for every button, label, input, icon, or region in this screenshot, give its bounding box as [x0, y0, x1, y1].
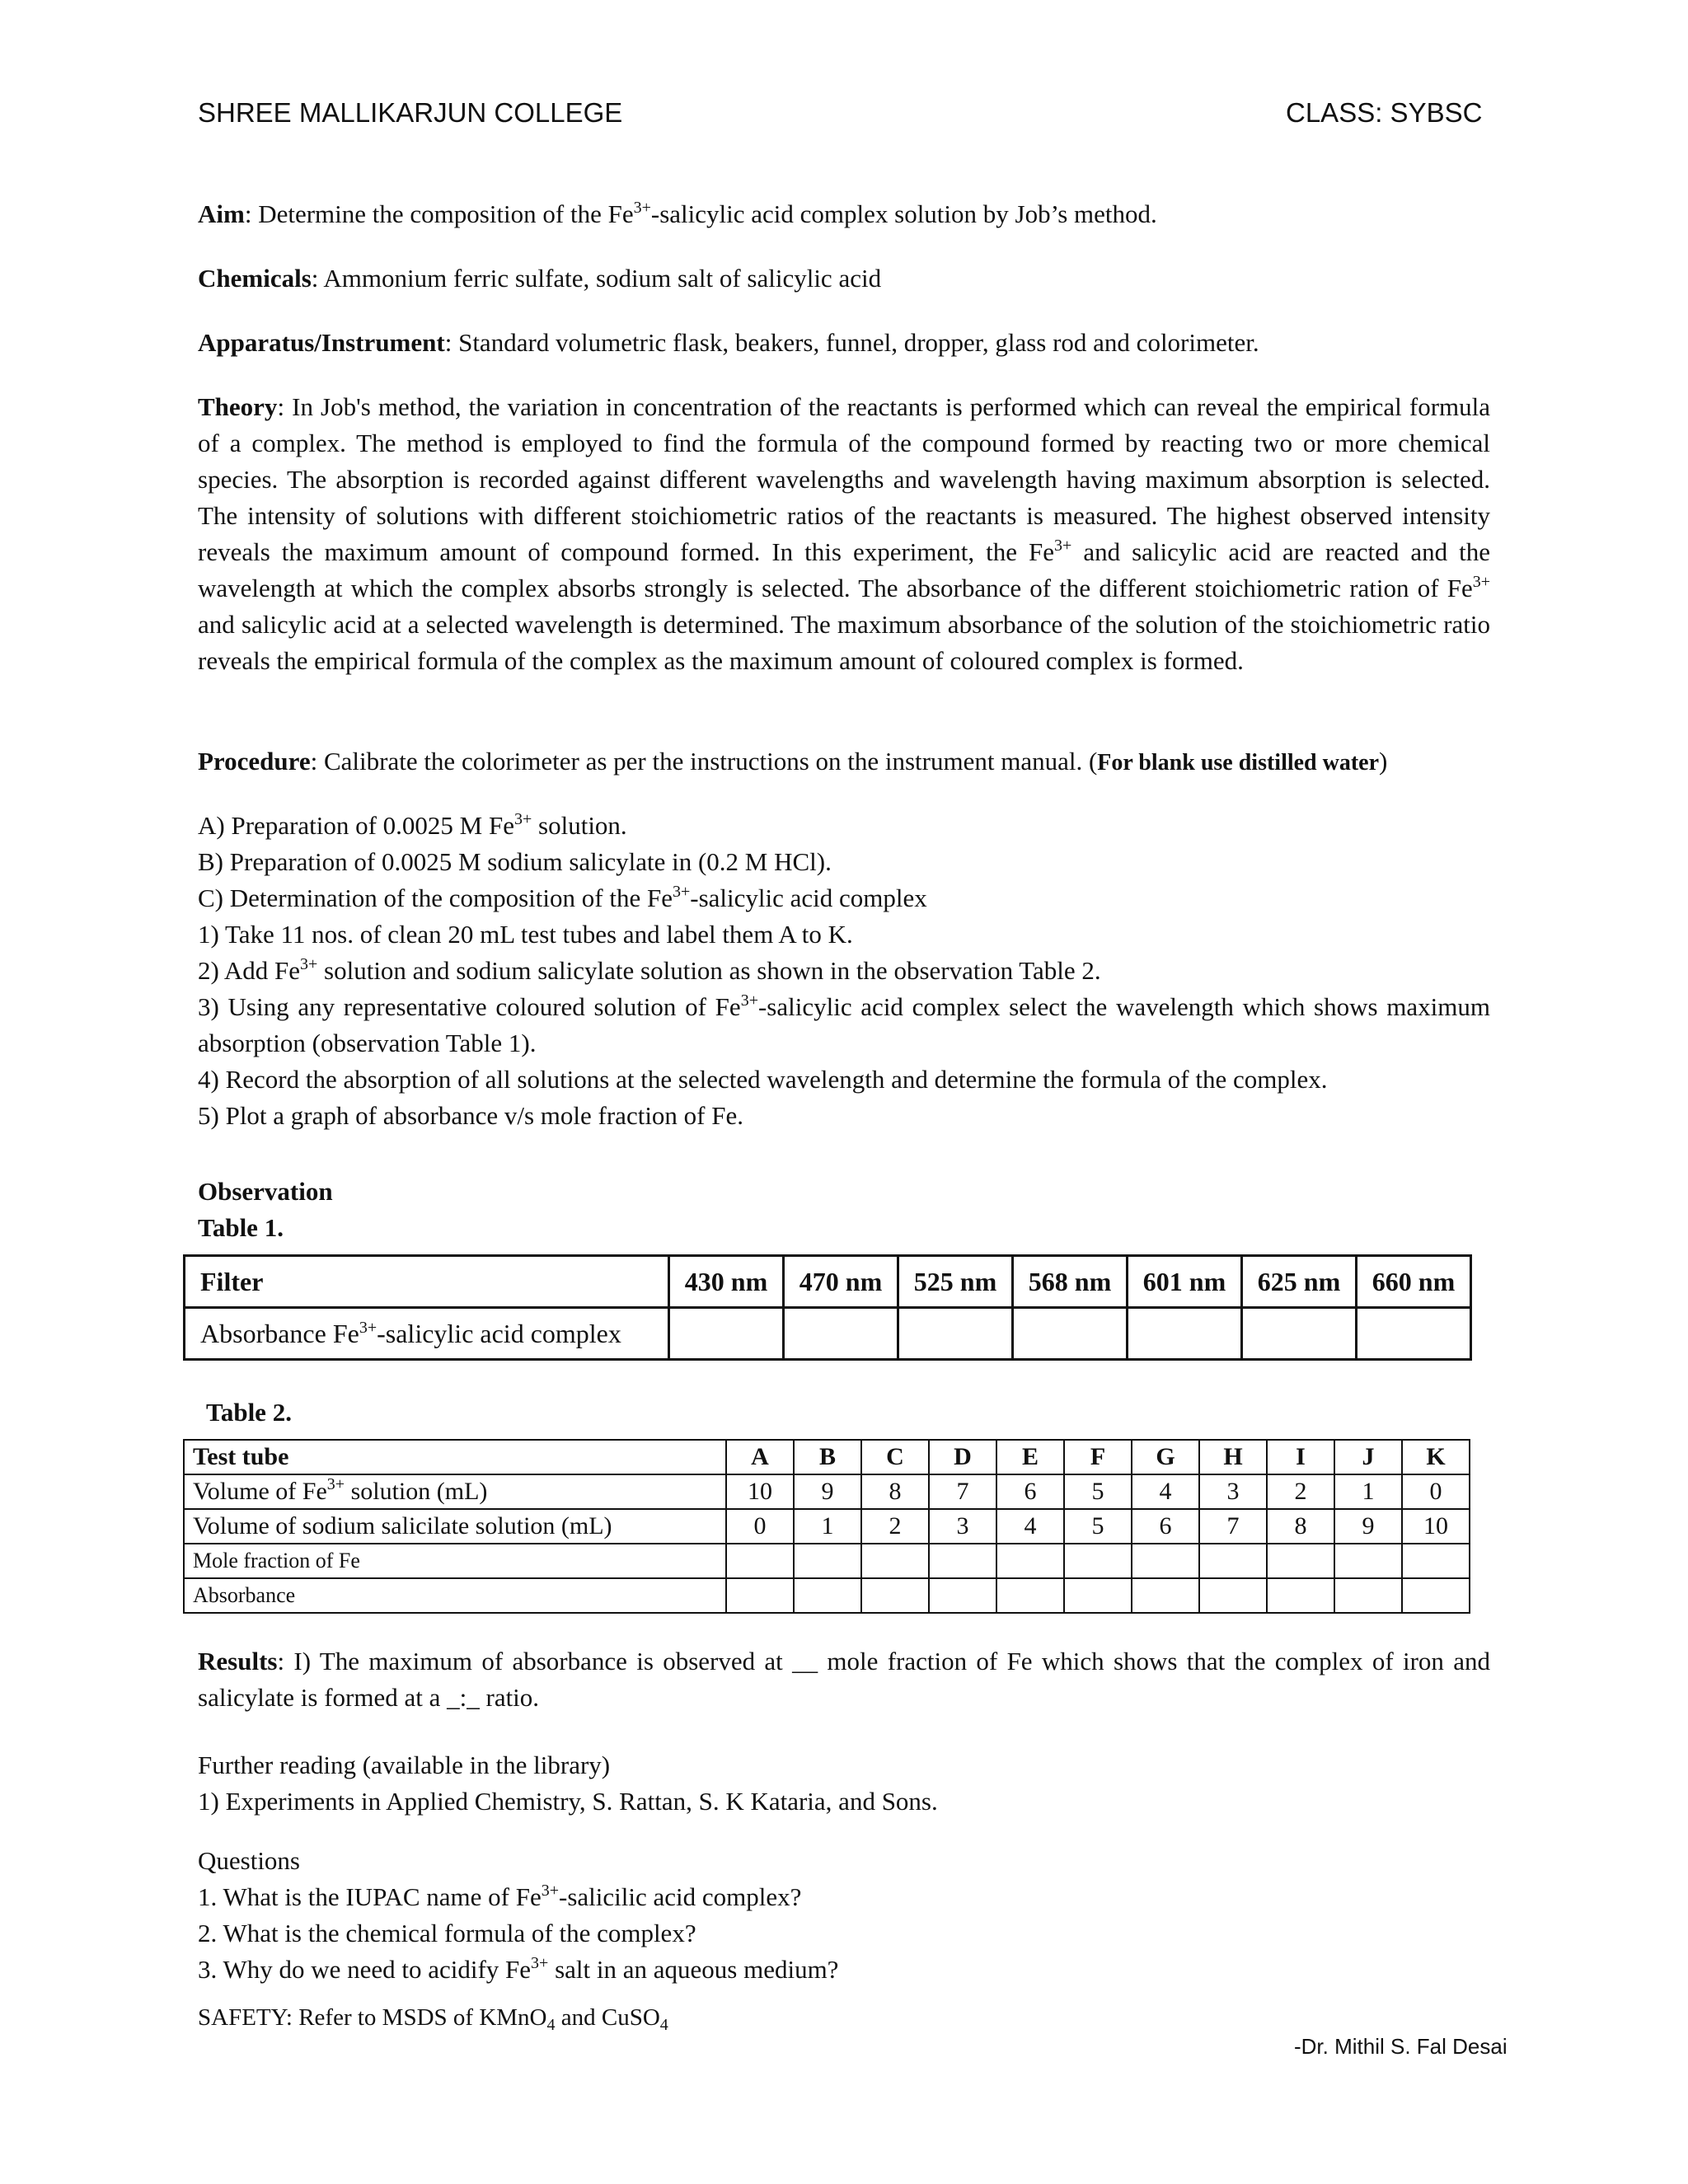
procedure-line — [198, 743, 1490, 781]
absorbance-value-cell — [794, 1578, 861, 1613]
fe-volume-cell: 7 — [929, 1474, 996, 1509]
step-a-text: A) Preparation of 0.0025 M Fe — [198, 811, 514, 840]
fe-volume-label-text: Volume of Fe — [193, 1478, 327, 1505]
results-label: Results — [198, 1647, 278, 1675]
absorbance-cell — [1242, 1308, 1357, 1360]
apparatus-text: : Standard volumetric flask, beakers, funnel, dropper, glass rod and colorimeter. — [444, 328, 1259, 357]
tube-cell: F — [1064, 1440, 1132, 1474]
question-1-after: -salicilic acid complex? — [559, 1882, 802, 1911]
procedure-close: ) — [1379, 747, 1388, 776]
theory-text-2: and salicylic acid are reacted and the wavelength at which the complex absorbs strongly is selected. The absorbance of the different stoichiometric ration of Fe — [198, 537, 1490, 602]
step-2-text: 2) Add Fe — [198, 956, 300, 985]
theory-text-3: and salicylic acid at a selected wavelength is determined. The maximum absorbance of the solution of the stoichiometric ratio reveals the empirical formula of the complex as the maximum amount of coloured complex is formed. — [198, 610, 1490, 675]
tube-cell: A — [726, 1440, 794, 1474]
question-3-after: salt in an aqueous medium? — [548, 1955, 839, 1984]
absorbance-cell — [1013, 1308, 1128, 1360]
salicylate-volume-label: Volume of sodium salicilate solution (mL) — [184, 1509, 726, 1544]
apparatus-line — [198, 325, 1490, 361]
table1-header-row — [185, 1256, 1471, 1308]
tube-cell: B — [794, 1440, 861, 1474]
mole-fraction-cell — [1402, 1544, 1470, 1578]
step-a — [198, 808, 1490, 844]
table2-testtube-label: Test tube — [184, 1440, 726, 1474]
salicylate-volume-cell: 6 — [1132, 1509, 1199, 1544]
absorbance-value-cell — [1199, 1578, 1267, 1613]
question-2: 2. What is the chemical formula of the complex? — [198, 1919, 696, 1947]
procedure-steps — [198, 808, 1490, 1134]
results-text: : I) The maximum of absorbance is observed at __ mole fraction of Fe which shows that the complex of iron and salicylate is formed at a _:_ ratio. — [198, 1647, 1490, 1712]
table2-header-row — [184, 1440, 1470, 1474]
filter-cell: 525 nm — [898, 1256, 1013, 1308]
step-2 — [198, 953, 1490, 989]
absorbance-value-cell — [1064, 1578, 1132, 1613]
fe-volume-cell: 6 — [996, 1474, 1064, 1509]
step-2-sup: 3+ — [300, 955, 318, 973]
questions-section — [198, 1843, 1490, 1988]
step-b: B) Preparation of 0.0025 M sodium salicylate in (0.2 M HCl). — [198, 847, 832, 876]
tube-cell: G — [1132, 1440, 1199, 1474]
filter-cell: 470 nm — [784, 1256, 898, 1308]
filter-cell: 660 nm — [1357, 1256, 1471, 1308]
absorbance-cell — [1357, 1308, 1471, 1360]
table1-absorbance-label — [185, 1308, 669, 1360]
question-1 — [198, 1879, 1490, 1915]
tube-cell: H — [1199, 1440, 1267, 1474]
table2-label: Table 2. — [206, 1398, 292, 1427]
mole-fraction-cell — [929, 1544, 996, 1578]
chemicals-line — [198, 260, 1490, 297]
aim-label: Aim — [198, 199, 245, 228]
procedure-text: : Calibrate the colorimeter as per the instructions on the instrument manual. ( — [310, 747, 1098, 776]
step-c — [198, 880, 1490, 916]
salicylate-volume-cell: 4 — [996, 1509, 1064, 1544]
college-name: SHREE MALLIKARJUN COLLEGE — [198, 97, 623, 128]
safety-sub-1: 4 — [546, 2016, 556, 2034]
questions-title: Questions — [198, 1846, 300, 1875]
mole-fraction-cell — [726, 1544, 794, 1578]
absorbance-cell — [784, 1308, 898, 1360]
tube-cell: C — [861, 1440, 929, 1474]
fe-volume-cell: 1 — [1334, 1474, 1402, 1509]
salicylate-volume-cell: 3 — [929, 1509, 996, 1544]
absorbance-cell — [898, 1308, 1013, 1360]
tube-cell: E — [996, 1440, 1064, 1474]
mole-fraction-label: Mole fraction of Fe — [184, 1544, 726, 1578]
filter-cell: 601 nm — [1128, 1256, 1242, 1308]
safety-note — [198, 2004, 668, 2032]
fe-volume-cell: 4 — [1132, 1474, 1199, 1509]
class-label: CLASS: SYBSC — [1286, 97, 1483, 128]
fe-volume-label — [184, 1474, 726, 1509]
fe-volume-cell: 0 — [1402, 1474, 1470, 1509]
step-c-after: -salicylic acid complex — [690, 883, 927, 912]
absorbance-label-text: Absorbance Fe — [200, 1318, 359, 1348]
absorbance-value-cell — [861, 1578, 929, 1613]
absorbance-value-cell — [1402, 1578, 1470, 1613]
step-2-after: solution and sodium salicylate solution as shown in the observation Table 2. — [317, 956, 1101, 985]
table2-fe-volume-row — [184, 1474, 1470, 1509]
author-signature: -Dr. Mithil S. Fal Desai — [1294, 2034, 1507, 2059]
question-3-text: 3. Why do we need to acidify Fe — [198, 1955, 532, 1984]
aim-text-after: -salicylic acid complex solution by Job’s method. — [650, 199, 1157, 228]
aim-line — [198, 196, 1490, 232]
procedure-note: For blank use distilled water — [1097, 750, 1380, 776]
theory-text-1: : In Job's method, the variation in concentration of the reactants is performed which can reveal the empirical formula of a complex. The method is employed to find the formula of the compound formed by reacting two or more chemical species. The absorption is recorded against different wavelengths and wavelength having maximum absorption is selected. The intensity of solutions with different stoichiometric ratios of the reactants is measured. The highest observed intensity reveals the maximum amount of compound formed. In this experiment, the Fe — [198, 392, 1490, 566]
mole-fraction-cell — [996, 1544, 1064, 1578]
filter-cell: 625 nm — [1242, 1256, 1357, 1308]
salicylate-volume-cell: 10 — [1402, 1509, 1470, 1544]
step-c-sup: 3+ — [672, 883, 691, 901]
salicylate-volume-cell: 8 — [1267, 1509, 1334, 1544]
procedure-label: Procedure — [198, 747, 311, 776]
absorbance-value-cell — [929, 1578, 996, 1613]
mole-fraction-cell — [861, 1544, 929, 1578]
safety-sub-2: 4 — [659, 2016, 668, 2034]
absorbance-label-sup: 3+ — [359, 1318, 377, 1337]
step-a-after: solution. — [532, 811, 627, 840]
fe-volume-label-after: solution (mL) — [345, 1478, 488, 1505]
step-3-text: 3) Using any representative coloured solution of Fe — [198, 992, 741, 1021]
filter-cell: 430 nm — [669, 1256, 784, 1308]
safety-text: SAFETY: Refer to MSDS of KMnO — [198, 2004, 547, 2031]
salicylate-volume-cell: 1 — [794, 1509, 861, 1544]
mole-fraction-cell — [794, 1544, 861, 1578]
table-2 — [183, 1439, 1470, 1614]
tube-cell: I — [1267, 1440, 1334, 1474]
fe-volume-cell: 9 — [794, 1474, 861, 1509]
table1-label: Table 1. — [198, 1213, 284, 1242]
absorbance-label-after: -salicylic acid complex — [377, 1318, 621, 1348]
absorbance-value-cell — [1132, 1578, 1199, 1613]
aim-sup: 3+ — [633, 199, 651, 217]
absorbance-cell — [669, 1308, 784, 1360]
step-a-sup: 3+ — [514, 810, 532, 828]
step-4: 4) Record the absorption of all solutions at the selected wavelength and determine the formula of the complex. — [198, 1065, 1328, 1094]
question-3-sup: 3+ — [531, 1954, 549, 1972]
theory-paragraph — [198, 389, 1490, 679]
salicylate-volume-cell: 9 — [1334, 1509, 1402, 1544]
fe-volume-cell: 5 — [1064, 1474, 1132, 1509]
question-1-sup: 3+ — [541, 1882, 560, 1900]
step-1: 1) Take 11 nos. of clean 20 mL test tubes and label them A to K. — [198, 920, 853, 949]
table1-filter-label: Filter — [185, 1256, 669, 1308]
absorbance-value-cell — [996, 1578, 1064, 1613]
absorbance-value-cell — [1267, 1578, 1334, 1613]
table-1 — [183, 1254, 1472, 1361]
absorbance-cell — [1128, 1308, 1242, 1360]
salicylate-volume-cell: 7 — [1199, 1509, 1267, 1544]
salicylate-volume-cell: 2 — [861, 1509, 929, 1544]
step-3-after: -salicylic acid complex select the wavelength which shows maximum absorption (observation Table 1). — [198, 992, 1491, 1057]
chemicals-text: : Ammonium ferric sulfate, sodium salt of salicylic acid — [311, 264, 882, 293]
mole-fraction-cell — [1064, 1544, 1132, 1578]
step-c-text: C) Determination of the composition of the Fe — [198, 883, 673, 912]
absorbance-value-cell — [1334, 1578, 1402, 1613]
fe-volume-cell: 2 — [1267, 1474, 1334, 1509]
table2-mole-fraction-row — [184, 1544, 1470, 1578]
absorbance-row-label: Absorbance — [184, 1578, 726, 1613]
step-5: 5) Plot a graph of absorbance v/s mole fraction of Fe. — [198, 1101, 744, 1130]
mole-fraction-cell — [1199, 1544, 1267, 1578]
fe-volume-cell: 10 — [726, 1474, 794, 1509]
question-1-text: 1. What is the IUPAC name of Fe — [198, 1882, 542, 1911]
chemicals-label: Chemicals — [198, 264, 312, 293]
fe-volume-label-sup: 3+ — [326, 1475, 345, 1493]
step-3-sup: 3+ — [740, 991, 758, 1010]
observation-heading: Observation — [198, 1177, 333, 1206]
step-3 — [198, 989, 1490, 1062]
absorbance-value-cell — [726, 1578, 794, 1613]
salicylate-volume-cell: 0 — [726, 1509, 794, 1544]
further-reading-item: 1) Experiments in Applied Chemistry, S. Rattan, S. K Kataria, and Sons. — [198, 1787, 938, 1816]
aim-text: : Determine the composition of the Fe — [244, 199, 634, 228]
safety-mid: and CuSO — [555, 2004, 660, 2031]
tube-cell: J — [1334, 1440, 1402, 1474]
fe-volume-cell: 8 — [861, 1474, 929, 1509]
mole-fraction-cell — [1267, 1544, 1334, 1578]
filter-cell: 568 nm — [1013, 1256, 1128, 1308]
results-paragraph — [198, 1643, 1490, 1716]
tube-cell: K — [1402, 1440, 1470, 1474]
fe-volume-cell: 3 — [1199, 1474, 1267, 1509]
question-3 — [198, 1952, 1490, 1988]
mole-fraction-cell — [1334, 1544, 1402, 1578]
theory-sup-2: 3+ — [1472, 573, 1490, 591]
theory-label: Theory — [198, 392, 278, 421]
table2-absorbance-row — [184, 1578, 1470, 1613]
mole-fraction-cell — [1132, 1544, 1199, 1578]
further-reading — [198, 1747, 1490, 1820]
table2-salicylate-volume-row — [184, 1509, 1470, 1544]
tube-cell: D — [929, 1440, 996, 1474]
salicylate-volume-cell: 5 — [1064, 1509, 1132, 1544]
apparatus-label: Apparatus/Instrument — [198, 328, 445, 357]
theory-sup-1: 3+ — [1054, 537, 1072, 555]
table1-absorbance-row — [185, 1308, 1471, 1360]
further-reading-title: Further reading (available in the library) — [198, 1750, 611, 1779]
